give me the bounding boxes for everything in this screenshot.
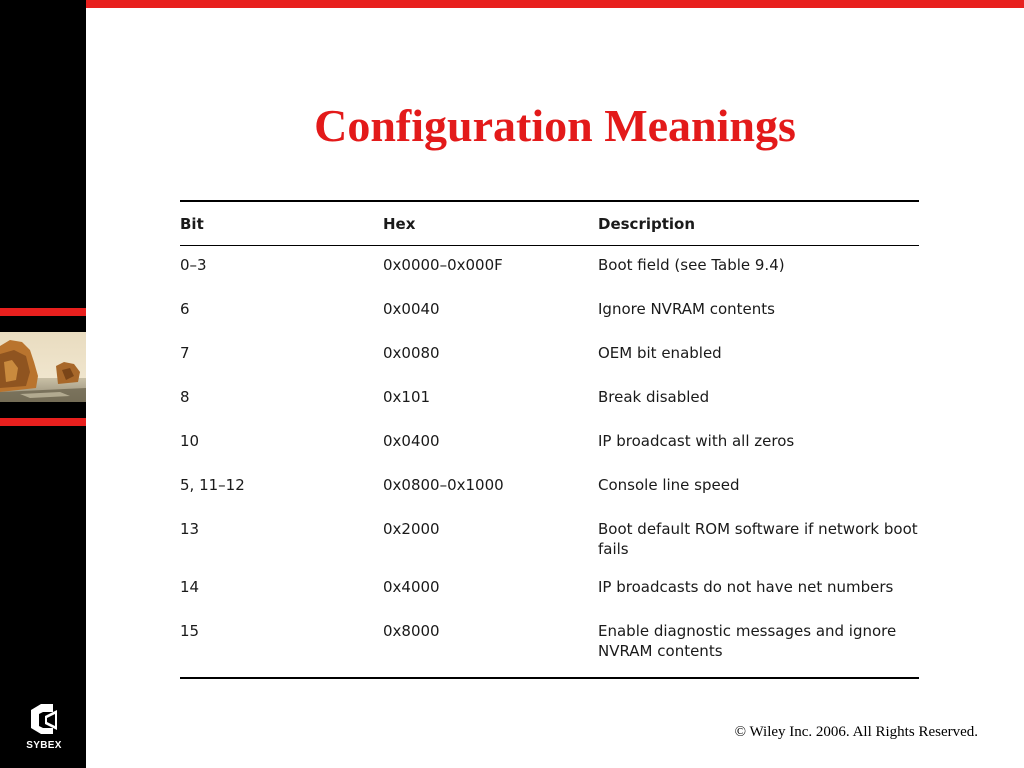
- cell-bit: 6: [180, 300, 190, 318]
- sybex-logo-icon: [25, 700, 63, 738]
- cell-bit: 13: [180, 520, 200, 538]
- cell-description: IP broadcasts do not have net numbers: [598, 578, 894, 596]
- cell-description: OEM bit enabled: [598, 344, 722, 362]
- table-row: [180, 510, 919, 568]
- table-row: [180, 568, 919, 612]
- cell-hex: 0x0400: [383, 432, 440, 450]
- cell-description: Break disabled: [598, 388, 710, 406]
- cell-hex: 0x0800–0x1000: [383, 476, 504, 494]
- column-header-hex: Hex: [383, 201, 598, 246]
- cell-description: Boot field (see Table 9.4): [598, 256, 785, 274]
- cell-description: Enable diagnostic messages and ignore NVRAM contents: [598, 622, 897, 660]
- table-row: [180, 422, 919, 466]
- cell-bit: 0–3: [180, 256, 207, 274]
- cell-bit: 5, 11–12: [180, 476, 245, 494]
- cell-hex: 0x4000: [383, 578, 440, 596]
- copyright-notice: © Wiley Inc. 2006. All Rights Reserved.: [734, 724, 978, 740]
- coastal-cliff-photo-icon: [0, 332, 86, 402]
- sidebar-accent-line-lower: [0, 418, 86, 426]
- table-row: [180, 612, 919, 678]
- cell-bit: 10: [180, 432, 200, 450]
- table-row: [180, 378, 919, 422]
- cell-description: Boot default ROM software if network boot fails: [598, 520, 918, 558]
- cell-bit: 15: [180, 622, 200, 640]
- cell-bit: 7: [180, 344, 190, 362]
- cell-description: IP broadcast with all zeros: [598, 432, 795, 450]
- cell-description: Console line speed: [598, 476, 740, 494]
- cell-description: Ignore NVRAM contents: [598, 300, 775, 318]
- cell-bit: 14: [180, 578, 200, 596]
- column-header-description: Description: [598, 201, 919, 246]
- cell-hex: 0x101: [383, 388, 431, 406]
- table-row: [180, 466, 919, 510]
- cell-hex: 0x0080: [383, 344, 440, 362]
- configuration-table: [180, 200, 919, 679]
- table-row: [180, 334, 919, 378]
- logo-text: SYBEX: [26, 740, 62, 751]
- slide-title: Configuration Meanings: [314, 100, 796, 151]
- column-header-bit: Bit: [180, 201, 383, 246]
- sybex-logo: [18, 700, 70, 762]
- table-header-row: [180, 201, 919, 246]
- top-accent-stripe: [86, 0, 1024, 8]
- cell-hex: 0x0000–0x000F: [383, 256, 503, 274]
- cell-hex: 0x0040: [383, 300, 440, 318]
- cell-hex: 0x2000: [383, 520, 440, 538]
- cell-bit: 8: [180, 388, 190, 406]
- coastal-cliff-photo: [0, 332, 86, 402]
- table-row: [180, 290, 919, 334]
- cell-hex: 0x8000: [383, 622, 440, 640]
- sidebar-accent-line-upper: [0, 308, 86, 316]
- table-row: [180, 246, 919, 291]
